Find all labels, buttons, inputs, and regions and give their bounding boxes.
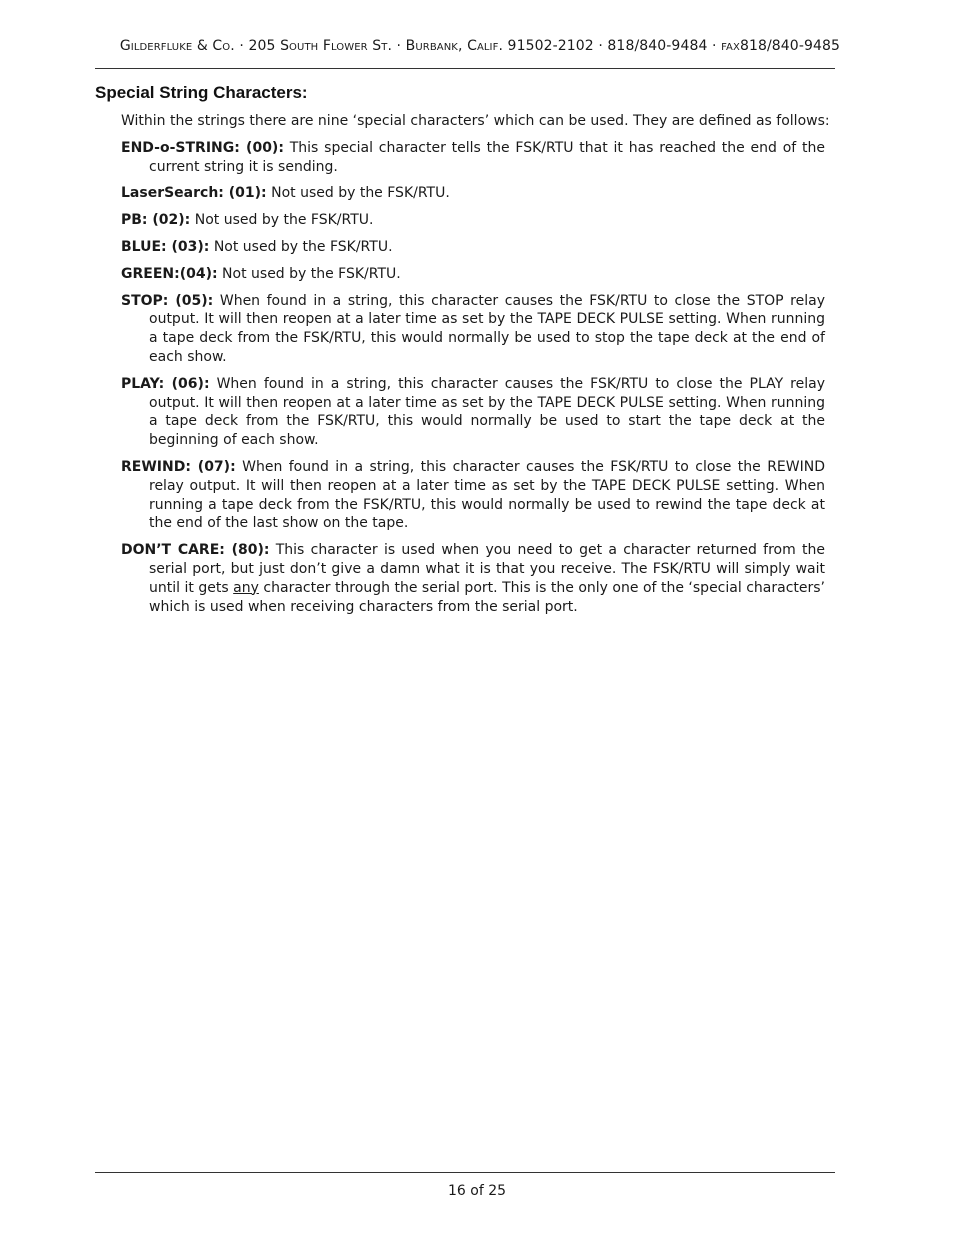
definition-term: PLAY: (06): [121,375,210,392]
fax-label: fax [721,38,740,54]
definition-blue [121,238,825,257]
definition-term: REWIND: (07): [121,458,236,475]
definition-text: Not used by the FSK/RTU. [266,185,450,202]
definition-text: When found in a string, this character causes the FSK/RTU to close the REWIND relay output. It will then reopen at a later time as set by the TAPE DECK PULSE setting. When running a tape deck from the FSK/RTU, this would normally be used to rewind the tape deck at the end of the last show on the tape. [149,458,825,532]
definition-term: BLUE: (03): [121,238,210,255]
definition-term: PB: (02): [121,212,191,229]
section-title: Special String Characters: [95,83,308,102]
definition-lasersearch [121,184,825,203]
emphasized-word: any [233,579,259,596]
definition-text: When found in a string, this character causes the FSK/RTU to close the STOP relay output. It will then reopen at a later time as set by the TAPE DECK PULSE setting. When running a tape deck from the FSK/RTU, this would normally be used to stop the tape deck at the end of each show. [149,292,825,365]
definition-term: STOP: (05): [121,292,214,309]
definition-term: LaserSearch: (01): [121,185,267,202]
definition-rewind [121,458,825,533]
company-address: · 205 South Flower St. · Burbank, Calif. 91502-2102 · 818/840-9484 · [239,38,722,54]
definition-play [121,375,825,450]
page-header [95,38,840,54]
section-intro: Within the strings there are nine ‘special characters’ which can be used. They are defined as follows: [121,113,830,129]
footer-divider [95,1172,835,1173]
definition-end-of-string [121,139,825,177]
definition-text: This special character tells the FSK/RTU that it has reached the end of the current string it is sending. [149,139,825,175]
definition-dont-care [121,541,825,616]
page-number: 16 of 25 [447,1183,507,1199]
definition-term: END-o-STRING: (00): [121,139,284,156]
definition-text: character through the serial port. This is the only one of the ‘special characters’ which is used when receiving characters from the serial port. [149,579,826,615]
definition-stop [121,292,825,367]
definition-text: When found in a string, this character causes the FSK/RTU to close the PLAY relay output. It will then reopen at a later time as set by the TAPE DECK PULSE setting. When running a tape deck from the FSK/RTU, this would normally be used to start the tape deck at the beginning of each show. [149,375,825,449]
fax-number: 818/840-9485 [739,38,840,54]
definition-term: GREEN:(04): [121,265,218,282]
definition-text: This character is used when you need to get a character returned from the serial port, but just don’t give a damn what it is that you receive. The FSK/RTU will simply wait until it gets [149,542,825,596]
definition-text: Not used by the FSK/RTU. [190,212,374,229]
company-suffix: & Co. [196,38,235,54]
company-name: Gilderfluke [119,38,193,54]
definition-text: Not used by the FSK/RTU. [217,265,401,282]
definition-term: DON’T CARE: (80): [121,542,270,559]
definition-text: Not used by the FSK/RTU. [209,238,393,255]
definition-green [121,265,825,284]
section-body [121,112,835,624]
header-divider [95,68,835,69]
definition-pb [121,211,825,230]
